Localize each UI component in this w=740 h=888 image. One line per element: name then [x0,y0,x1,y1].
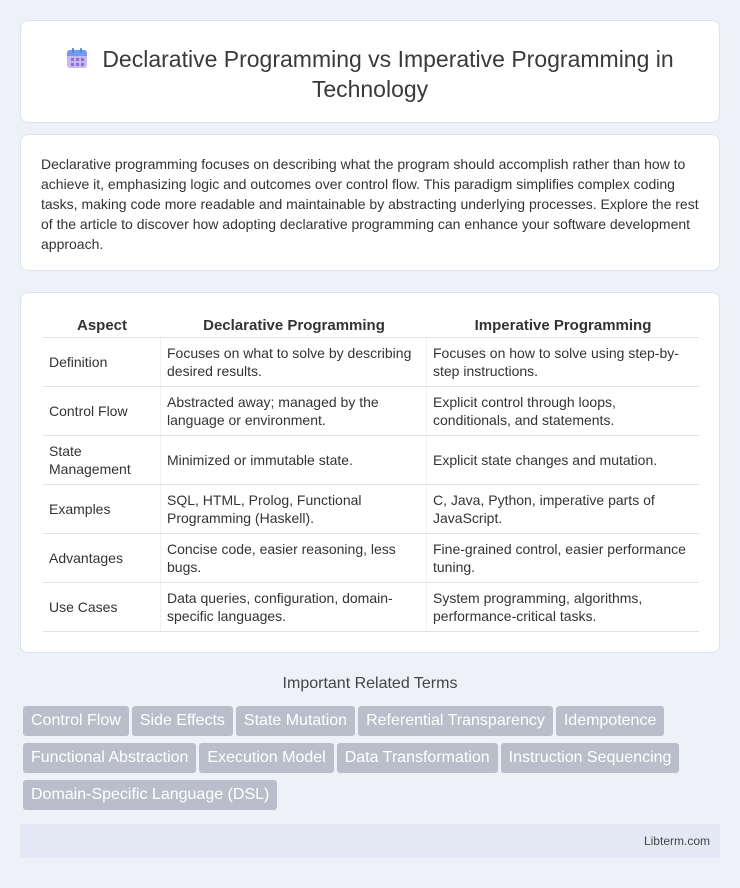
calendar-icon [66,47,88,69]
comparison-table [43,314,699,632]
header-imperative: Imperative Programming [427,314,699,338]
table-row [43,485,699,534]
term-tag[interactable]: Functional Abstraction [23,743,196,773]
table-header-row [43,314,699,338]
cell-aspect: Use Cases [43,583,161,632]
term-tag[interactable]: Side Effects [132,706,233,736]
table-row [43,436,699,485]
table-row [43,387,699,436]
term-tag[interactable]: Instruction Sequencing [501,743,680,773]
term-tag[interactable]: Execution Model [199,743,333,773]
term-tag[interactable]: Domain-Specific Language (DSL) [23,780,277,810]
page-title-wrap [21,44,719,104]
cell-declarative: Abstracted away; managed by the language or environment. [161,387,427,436]
cell-aspect: Control Flow [43,387,161,436]
cell-aspect: Definition [43,338,161,387]
footer-site-link[interactable]: Libterm.com [643,834,710,848]
cell-imperative: Explicit state changes and mutation. [427,436,699,485]
cell-aspect: State Management [43,436,161,485]
cell-imperative: Explicit control through loops, conditionals, and statements. [427,387,699,436]
term-tag[interactable]: Control Flow [23,706,129,736]
cell-imperative: Focuses on how to solve using step-by-step instructions. [427,338,699,387]
related-terms-heading: Important Related Terms [282,675,458,692]
header-declarative: Declarative Programming [161,314,427,338]
intro-paragraph: Declarative programming focuses on describing what the program should accomplish rather than how to achieve it, emphasizing logic and outcomes over control flow. This paradigm simplifies complex coding tasks, making code more readable and maintainable by abstracting underlying processes. Explore the rest of the article to discover how adopting declarative programming can enhance your software development approach. [41,156,699,252]
table-row [43,534,699,583]
table-row [43,583,699,632]
term-tag[interactable]: State Mutation [236,706,355,736]
term-tag[interactable]: Data Transformation [337,743,498,773]
comparison-card [20,292,720,653]
page-title: Declarative Programming vs Imperative Programming in Technology [102,46,674,102]
footer [20,824,720,858]
cell-aspect: Advantages [43,534,161,583]
header-aspect: Aspect [43,314,161,338]
title-card [20,20,720,123]
cell-imperative: System programming, algorithms, performance-critical tasks. [427,583,699,632]
cell-declarative: SQL, HTML, Prolog, Functional Programming (Haskell). [161,485,427,534]
table-row [43,338,699,387]
cell-declarative: Concise code, easier reasoning, less bugs. [161,534,427,583]
cell-declarative: Minimized or immutable state. [161,436,427,485]
term-tag[interactable]: Referential Transparency [358,706,553,736]
cell-imperative: C, Java, Python, imperative parts of JavaScript. [427,485,699,534]
intro-card [20,134,720,271]
term-tag[interactable]: Idempotence [556,706,665,736]
cell-declarative: Focuses on what to solve by describing desired results. [161,338,427,387]
cell-imperative: Fine-grained control, easier performance tuning. [427,534,699,583]
related-terms-list [23,706,723,817]
cell-aspect: Examples [43,485,161,534]
cell-declarative: Data queries, configuration, domain-specific languages. [161,583,427,632]
